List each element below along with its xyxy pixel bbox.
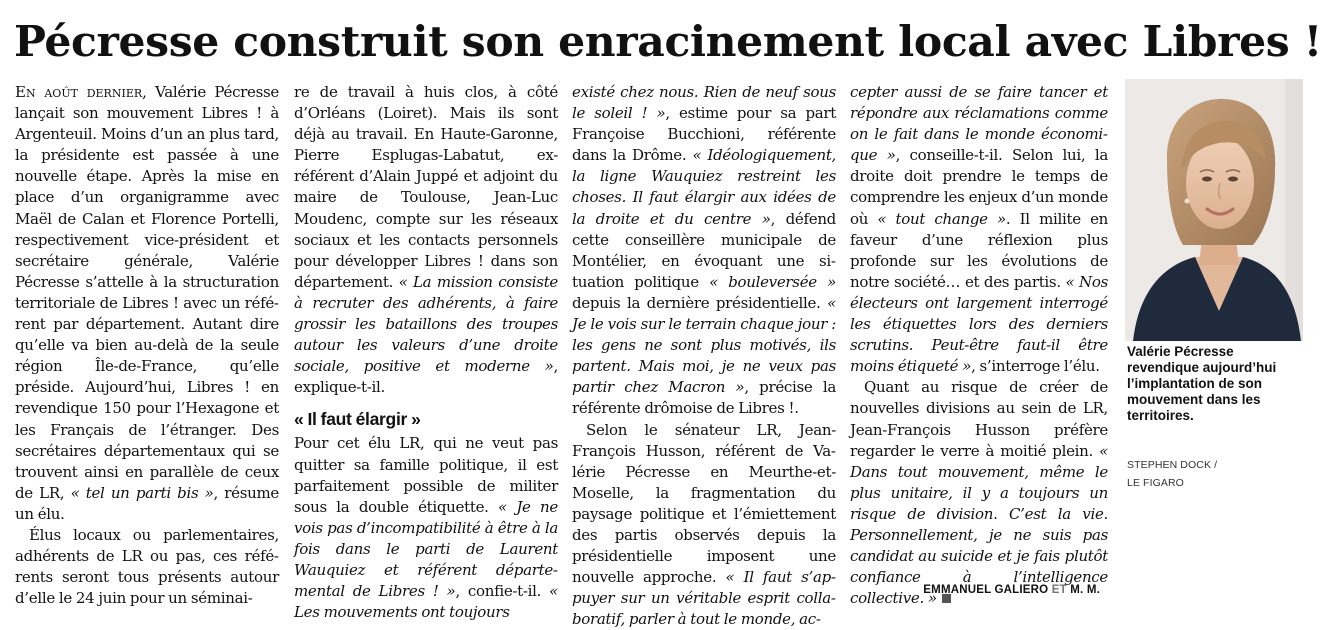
credit-line: LE FIGARO — [1127, 474, 1305, 492]
text: , résume un élu. — [15, 484, 279, 523]
portrait-photo — [1125, 79, 1303, 341]
quote: « Je le vois sur le terrain chaque jour : les gens ne sont plus motivés, ils partent. Mais moi, je ne veux pas partir chez Macron » — [572, 294, 836, 396]
quote: « Il faut s’appuyer sur un véritable esprit collaboratif, parler à tout le monde, ac- — [572, 568, 836, 628]
paragraph — [572, 82, 836, 420]
quote: « Nos électeurs ont largement interrogé les étiquettes lors des derniers scrutins. Peut-être faut-il être moins étiqueté » — [850, 273, 1108, 375]
text: , explique-t-il. — [294, 357, 558, 396]
paragraph — [572, 420, 836, 630]
paragraph — [850, 377, 1108, 609]
quote: « bouleversée » — [709, 273, 836, 291]
paragraph — [294, 433, 558, 623]
article-headline: Pécresse construit son enracinement local avec Libres ! — [14, 16, 1304, 68]
quote: existé chez nous. Rien de neuf sous le soleil ! » — [572, 83, 836, 122]
quote: « tout change » — [877, 210, 1006, 228]
quote: « tel un parti bis » — [71, 484, 214, 502]
text: Selon le sénateur LR, Jean-François Husson, référent de Valérie Pécresse en Meurthe-et-Moselle, la fragmentation du paysage politique et l’émiettement des partis observés depuis la présidentielle imposent une nouvelle approche. — [572, 421, 836, 587]
credit-line: STEPHEN DOCK / — [1127, 456, 1305, 474]
text: , Valérie Pécresse lançait son mouvement Libres ! à Argenteuil. Moins d’un an plus tard, la présidente est passée à une nouvelle étape. Après la mise en place d’un organigramme avec Maël de Calan et Florence Portelli, respectivement vice-président et secrétaire générale, Valérie Pécresse s’attelle à la structuration territoriale de Libres ! avec un référent par département. Autant dire qu’elle va bien au-delà de la seule région Île-de-France, qu’elle préside. Aujourd’hui, Libres ! en revendique 150 pour l’Hexagone et les Français de l’étranger. Des secrétaires départementaux qui se trouvent ainsi en parallèle de ceux de LR, — [15, 83, 279, 502]
byline-conjunction: ET — [1052, 584, 1067, 596]
portrait-illustration — [1125, 79, 1303, 341]
author-name: M. M. — [1070, 584, 1100, 596]
quote: cepter aussi de se faire tancer et répondre aux réclamations comme on le fait dans le monde économique » — [850, 83, 1108, 164]
text: . Il milite en faveur d’une réflexion plus profonde sur les évolutions de notre société… et des partis. — [850, 210, 1108, 291]
photo-credit — [1127, 456, 1305, 492]
text: , conseille-t-il. Selon lui, la droite doit prendre le temps de comprendre les enjeux d’un monde où — [850, 146, 1108, 227]
text: re de travail à huis clos, à côté d’Orléans (Loiret). Mais ils sont déjà au travail. En Haute-Garonne, Pierre Esplugas-Labatut, ex-référent d’Alain Juppé et adjoint du maire de Toulouse, Jean-Luc Moudenc, compte sur les réseaux sociaux et les contacts personnels pour développer Libres ! dans son département. — [294, 83, 558, 291]
article-column-3 — [572, 82, 836, 630]
lead-in: En août dernier — [15, 83, 142, 101]
quote: « Je ne vois pas d’incompatibilité à être à la fois dans le parti de Laurent Wauquiez et référent départemental de Libres ! » — [294, 498, 558, 600]
text: , précise la référente drômoise de Libres !. — [572, 378, 836, 417]
text: depuis la dernière présidentielle. — [572, 294, 827, 312]
quote: « Dans tout mouvement, même le plus unitaire, il y a toujours un risque de division. C’est la vie. Personnellement, je ne suis pas candidat au suicide et je fais plutôt confiance à l’intelligence collective. » — [850, 442, 1108, 608]
byline — [850, 584, 1100, 596]
text: , s’interroge l’élu. — [971, 357, 1100, 375]
paragraph — [850, 82, 1108, 377]
article-column-4 — [850, 82, 1108, 609]
paragraph: Élus locaux ou parlementaires, adhérents de LR ou pas, ces référents seront tous présents autour d’elle le 24 juin pour un séminai- — [15, 525, 279, 609]
subheading: « Il faut élargir » — [294, 408, 558, 430]
text: Pour cet élu LR, qui ne veut pas quitter sa famille politique, il est parfaitement possible de militer sous la double étiquette. — [294, 434, 558, 515]
text: , estime pour sa part Françoise Bucchioni, référente dans la Drôme. — [572, 104, 836, 164]
text: , confie-t-il. — [455, 582, 549, 600]
photo-caption: Valérie Pécresse revendique aujourd’hui l’implantation de son mouvement dans les territoires. — [1127, 344, 1305, 424]
text: Quant au risque de créer de nouvelles divisions au sein de LR, Jean-François Husson préfère regarder le verre à moitié plein. — [850, 378, 1108, 459]
quote: « Les mouvements ont toujours — [294, 582, 558, 621]
quote: « Idéologiquement, la ligne Wauquiez restreint les choses. Il faut élargir aux idées de la droite et du centre » — [572, 146, 836, 227]
paragraph — [294, 82, 558, 398]
text: , défend cette conseillère municipale de Montélier, en évoquant une situation politique — [572, 210, 836, 291]
quote: « La mission consiste à recruter des adhérents, à faire grossir les bataillons des troupes autour les valeurs d’une droite sociale, positive et moderne » — [294, 273, 558, 375]
paragraph — [15, 82, 279, 525]
article-column-1 — [15, 82, 279, 609]
article-column-2 — [294, 82, 558, 623]
author-name: EMMANUEL GALIERO — [923, 584, 1048, 596]
